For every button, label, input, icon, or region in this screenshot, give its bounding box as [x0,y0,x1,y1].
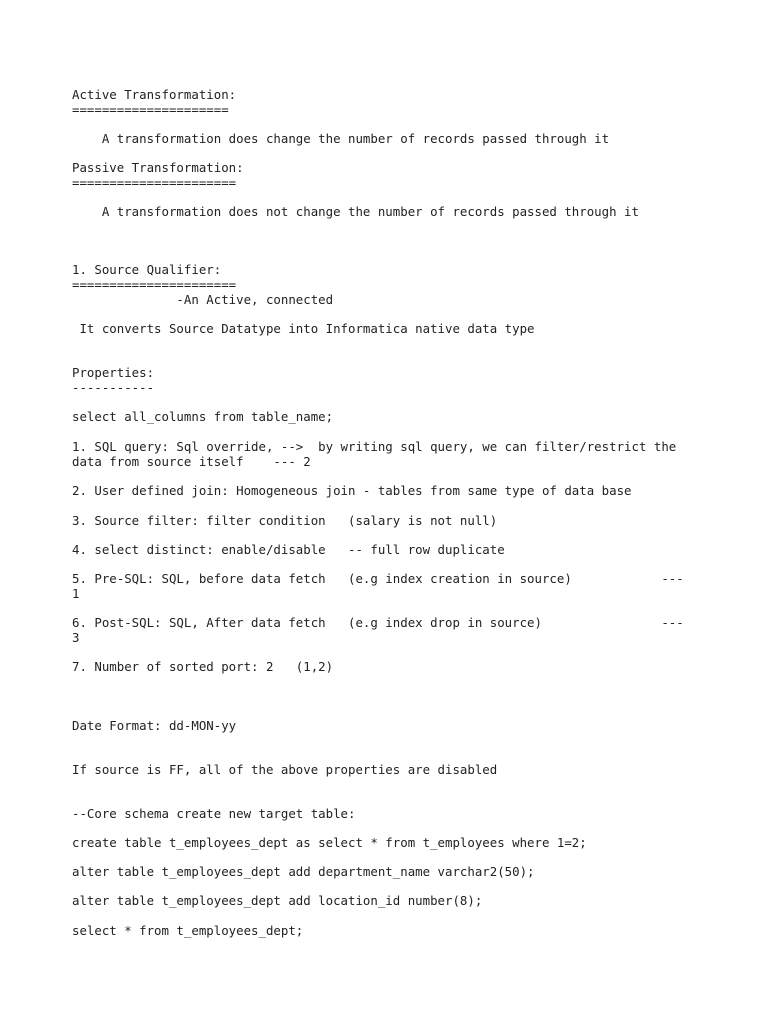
property-1-line-1: 1. SQL query: Sql override, --> by writing sql query, we can filter/restrict the [72,439,677,454]
sql-alter-add-department: alter table t_employees_dept add department_name varchar2(50); [72,864,535,879]
select-statement: select all_columns from table_name; [72,409,334,424]
active-transformation-heading: Active Transformation: [72,87,237,102]
property-1-line-2: data from source itself --- 2 [72,454,311,469]
property-6-line-2: 3 [72,630,80,645]
property-2: 2. User defined join: Homogeneous join - tables from same type of data base [72,483,632,498]
property-7: 7. Number of sorted port: 2 (1,2) [72,659,334,674]
source-qualifier-description: It converts Source Datatype into Informatica native data type [72,321,535,336]
source-qualifier-underline: ====================== [72,277,237,292]
active-heading-underline: ===================== [72,102,229,117]
properties-heading: Properties: [72,365,155,380]
flat-file-note: If source is FF, all of the above properties are disabled [72,762,498,777]
passive-heading-underline: ====================== [72,175,237,190]
property-5-line-1: 5. Pre-SQL: SQL, before data fetch (e.g index creation in source) --- [72,571,684,586]
property-3: 3. Source filter: filter condition (salary is not null) [72,513,498,528]
date-format-line: Date Format: dd-MON-yy [72,718,237,733]
sql-select-all: select * from t_employees_dept; [72,923,304,938]
sql-alter-add-location: alter table t_employees_dept add location_id number(8); [72,893,483,908]
property-4: 4. select distinct: enable/disable -- full row duplicate [72,542,505,557]
property-5-line-2: 1 [72,586,80,601]
sql-create-table: create table t_employees_dept as select * from t_employees where 1=2; [72,835,587,850]
properties-underline: ----------- [72,380,155,395]
passive-transformation-heading: Passive Transformation: [72,160,244,175]
passive-transformation-description: A transformation does not change the number of records passed through it [72,204,639,219]
active-transformation-description: A transformation does change the number of records passed through it [72,131,610,146]
source-qualifier-heading: 1. Source Qualifier: [72,262,222,277]
property-6-line-1: 6. Post-SQL: SQL, After data fetch (e.g index drop in source) --- [72,615,684,630]
source-qualifier-type: -An Active, connected [72,292,334,307]
core-schema-comment: --Core schema create new target table: [72,806,356,821]
